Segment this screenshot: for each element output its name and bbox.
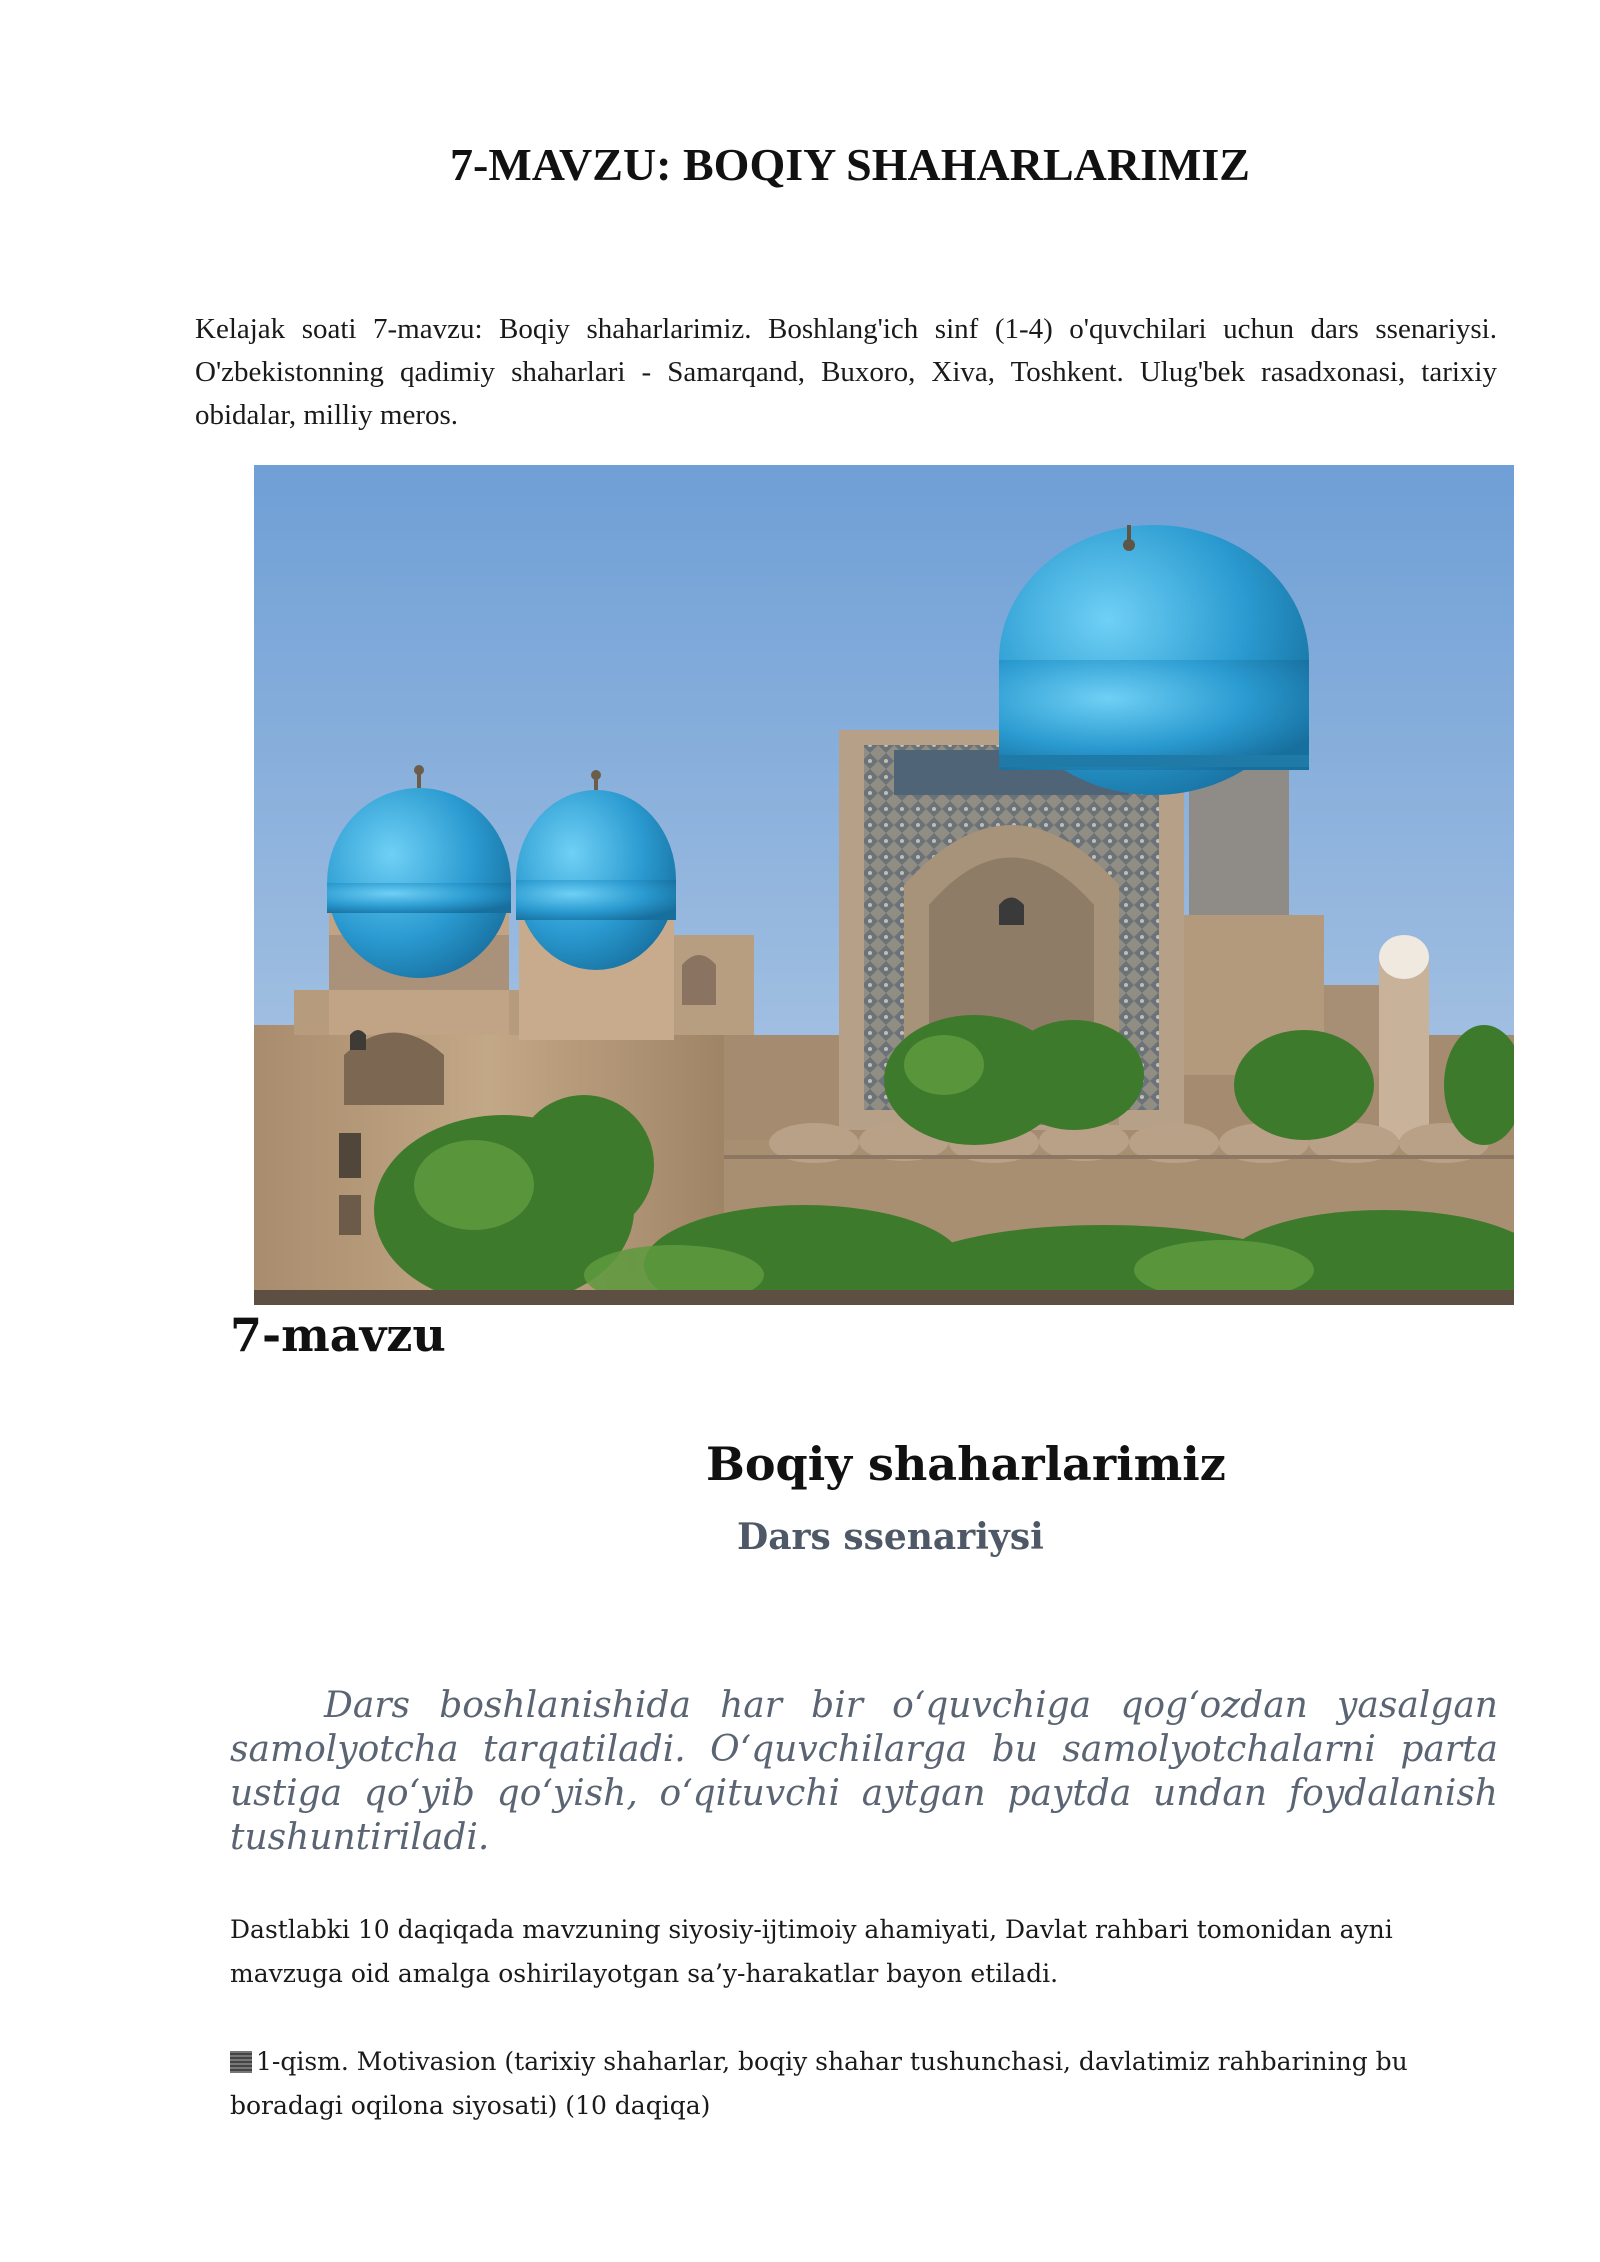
topic-subtitle: Dars ssenariysi [737, 1516, 1044, 1558]
topic-title: Boqiy shaharlarimiz [706, 1437, 1226, 1491]
intro-paragraph: Kelajak soati 7-mavzu: Boqiy shaharlarimiz. Boshlang'ich sinf (1-4) o'quvchilari uchun dars ssenariysi. O'zbekistonning qadimiy shaharlari - Samarqand, Buxoro, Xiva, Toshkent. Ulug'bek rasadxonasi, tarixiy obidalar, milliy meros. [195, 313, 1497, 431]
italic-paragraph: Dars boshlanishida har bir o‘quvchiga qog‘ozdan yasalgan samolyotcha tarqatiladi. O‘quvchilarga bu samolyotchalarni parta ustiga qo‘yib qo‘yish, o‘qituvchi aytgan paytda undan foydalanish tushuntiriladi. [230, 1685, 1498, 1858]
intro-notes-paragraph: Dastlabki 10 daqiqada mavzuning siyosiy-ijtimoiy ahamiyati, Davlat rahbari tomonidan ayni mavzuga oid amalga oshirilayotgan sa’y-harakatlar bayon etiladi. [230, 1915, 1393, 1988]
part-1-paragraph [230, 2040, 1510, 2128]
square-bullet-icon [230, 2051, 252, 2073]
page-title: 7-MAVZU: BOQIY SHAHARLARIMIZ [450, 139, 1250, 190]
topic-number: 7-mavzu [230, 1308, 446, 1362]
mausoleum-photo [254, 465, 1514, 1305]
part-1-text: 1-qism. Motivasion (tarixiy shaharlar, boqiy shahar tushunchasi, davlatimiz rahbarining bu boradagi oqilona siyosati) (10 daqiqa) [230, 2047, 1408, 2120]
